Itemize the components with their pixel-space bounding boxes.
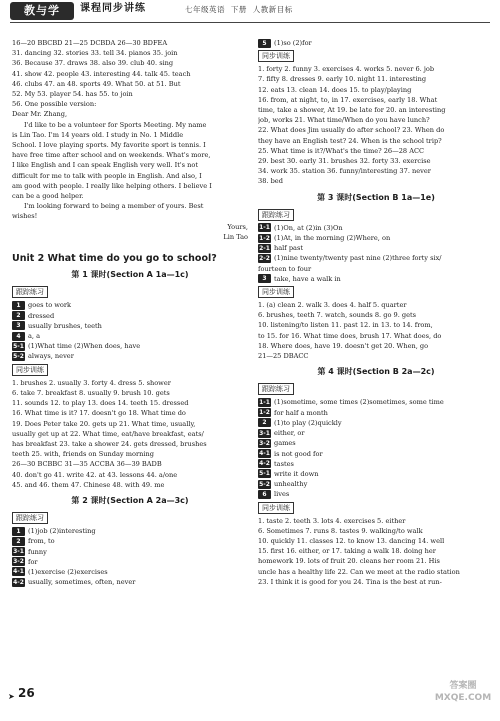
item-number-badge: 4-1 bbox=[13, 568, 24, 576]
list-item: 18. Where does, have 19. doesn't get 20. When, go bbox=[258, 341, 429, 350]
answer-text: usually brushes, teeth bbox=[28, 321, 102, 330]
list-item: 22. What does Jim usually do after school? 23. When do bbox=[258, 126, 445, 135]
answer-text: (1)so (2)for bbox=[274, 39, 312, 47]
list-item: 16. What time is it? 17. doesn't go 18. What time do bbox=[12, 409, 186, 418]
item-number-badge: 4 bbox=[12, 332, 25, 341]
list-item bbox=[258, 449, 494, 459]
list-item: difficult for me to talk with people in English. And also, I bbox=[12, 171, 202, 180]
answer-text: for half a month bbox=[274, 408, 328, 417]
answer-text: for bbox=[28, 557, 38, 566]
sync-training-1 bbox=[12, 378, 248, 490]
list-item: 6. take 7. breakfast 8. usually 9. brush 10. gets bbox=[12, 388, 170, 397]
follow-practice-1 bbox=[12, 300, 248, 361]
list-item bbox=[258, 479, 494, 489]
answer-text: (1)What time (2)When does, have bbox=[28, 342, 141, 351]
item-number-badge: 3 bbox=[258, 274, 271, 283]
follow-practice-tag: 跟踪练习 bbox=[258, 209, 294, 221]
item-number-badge: 1-1 bbox=[259, 224, 270, 232]
item-number-badge: 1 bbox=[12, 527, 25, 536]
follow-practice-2 bbox=[12, 526, 248, 587]
item-number-badge: 5-2 bbox=[13, 352, 24, 360]
list-item: I'd like to be a volunteer for Sports Meeting. My name bbox=[24, 120, 207, 129]
letter-sign-off: Yours, bbox=[227, 222, 248, 231]
follow-practice-3 bbox=[258, 223, 494, 284]
list-item bbox=[258, 253, 494, 263]
list-item: I like English and I can speak English very well. It's not bbox=[12, 161, 199, 170]
answer-text: a, a bbox=[28, 332, 41, 341]
list-item: 12. eats 13. clean 14. does 15. to play/playing bbox=[258, 85, 412, 94]
answer-text: (1)exercise (2)exercises bbox=[28, 567, 108, 576]
answer-text: (1)sometime, some times (2)sometimes, some time bbox=[274, 398, 444, 407]
list-item bbox=[258, 38, 494, 48]
list-item: 15. first 16. either, or 17. taking a walk 18. doing her bbox=[258, 547, 436, 556]
book-logo: 教与学 bbox=[10, 2, 74, 20]
sync-training-4 bbox=[258, 516, 494, 587]
lesson-3-title: 第 3 课时(Section B 1a—1e) bbox=[317, 192, 435, 202]
list-item: 10. listening/to listen 11. past 12. in 13. to 14. from, bbox=[258, 321, 433, 330]
item-number-badge: 4-1 bbox=[259, 450, 270, 457]
item-number-badge: 3-1 bbox=[259, 429, 270, 437]
list-item bbox=[258, 418, 494, 428]
watermark-url: MXQE.COM bbox=[434, 693, 492, 703]
item-number-badge: 2 bbox=[12, 311, 25, 320]
item-number-badge: 4-2 bbox=[13, 578, 24, 586]
list-item: 19. Does Peter take 20. gets up 21. What time, usually, bbox=[12, 419, 196, 428]
item-number-badge: 3 bbox=[12, 321, 25, 330]
item-number-badge: 2 bbox=[12, 537, 25, 546]
page-number: 26 bbox=[18, 686, 35, 700]
list-item bbox=[12, 300, 248, 310]
list-item: 6. brushes, teeth 7. watch, sounds 8. go 9. gets bbox=[258, 311, 417, 320]
list-item: 38. bed bbox=[258, 177, 283, 186]
list-item bbox=[12, 341, 248, 351]
answer-text: from, to bbox=[28, 537, 55, 546]
list-item bbox=[258, 264, 494, 274]
list-item bbox=[12, 567, 248, 577]
list-item bbox=[258, 233, 494, 243]
item-number-badge: 4-2 bbox=[259, 460, 270, 468]
left-column bbox=[12, 38, 248, 587]
answer-text: take, have a walk in bbox=[274, 274, 341, 283]
answer-text: (1)nine twenty/twenty past nine (2)three forty six/ bbox=[274, 254, 442, 263]
header-divider bbox=[10, 22, 490, 23]
list-item: 34. work 35. station 36. funny/interesting 37. never bbox=[258, 167, 431, 176]
list-item bbox=[12, 351, 248, 361]
item-number-badge: 6 bbox=[258, 490, 271, 499]
list-item: 7. fifty 8. dresses 9. early 10. night 11. interesting bbox=[258, 75, 427, 84]
sync-training-tag: 同步训练 bbox=[258, 286, 294, 298]
list-item: wishes! bbox=[12, 212, 38, 221]
item-number-badge: 1-2 bbox=[259, 234, 270, 242]
list-item: 21—25 DBACC bbox=[258, 352, 309, 361]
sync-training-2 bbox=[258, 64, 494, 186]
list-item: 41. show 42. people 43. interesting 44. talk 45. teach bbox=[12, 69, 191, 78]
answer-text: write it down bbox=[274, 469, 319, 478]
answer-text: tastes bbox=[274, 459, 294, 468]
list-item bbox=[12, 577, 248, 587]
page-arrow-icon: ➤ bbox=[8, 692, 15, 701]
right-column bbox=[258, 38, 494, 587]
answer-text: always, never bbox=[28, 352, 74, 361]
list-item bbox=[258, 459, 494, 469]
list-item: 29. best 30. early 31. brushes 32. forty 33. exercise bbox=[258, 157, 431, 166]
list-item: to 15. for 16. What time does, brush 17. What does, do bbox=[258, 331, 442, 340]
list-item bbox=[258, 243, 494, 253]
list-item bbox=[12, 321, 248, 331]
item-number-badge: 3-2 bbox=[13, 558, 24, 566]
item-number-badge: 5-2 bbox=[259, 480, 270, 488]
book-title: 课程同步讲练 bbox=[80, 3, 146, 14]
list-item bbox=[258, 489, 494, 499]
answers-block-top bbox=[12, 38, 248, 120]
list-item: 40. don't go 41. write 42. at 43. lessons 44. a/one bbox=[12, 470, 178, 479]
list-item: have free time after school and on weekends. What's more, bbox=[12, 151, 211, 160]
list-item: 16—20 BBCBD 21—25 DCBDA 26—30 BDFEA bbox=[12, 39, 168, 47]
list-item: job, works 21. What time/When do you have lunch? bbox=[258, 116, 430, 125]
list-item: 1. brushes 2. usually 3. forty 4. dress 5. shower bbox=[12, 378, 171, 387]
answer-text: usually, sometimes, often, never bbox=[28, 578, 136, 587]
answer-text: is not good for bbox=[274, 449, 323, 458]
list-item bbox=[258, 223, 494, 233]
item-number-badge: 3-1 bbox=[13, 548, 24, 556]
answer-text: either, or bbox=[274, 429, 305, 438]
lesson-4-title: 第 4 课时(Section B 2a—2c) bbox=[317, 367, 435, 377]
sync-training-tag: 同步训练 bbox=[258, 502, 294, 514]
list-item bbox=[12, 311, 248, 321]
answer-text: goes to work bbox=[28, 301, 72, 310]
list-item bbox=[12, 536, 248, 546]
list-item: I'm looking forward to being a member of yours. Best bbox=[24, 202, 204, 211]
lesson-1-title: 第 1 课时(Section A 1a—1c) bbox=[71, 270, 189, 280]
list-item: 36. Because 37. draws 38. also 39. club 40. sing bbox=[12, 59, 174, 68]
list-item bbox=[258, 469, 494, 479]
list-item: School. I love playing sports. My favorite sport is tennis. I bbox=[12, 141, 206, 150]
item-number-badge: 2 bbox=[258, 418, 271, 427]
letter-signature: Lin Tao bbox=[223, 232, 248, 241]
list-item bbox=[258, 408, 494, 418]
item-number-badge: 1-2 bbox=[259, 409, 270, 417]
list-item: teeth 25. with, friends on Sunday morning bbox=[12, 450, 154, 459]
list-item: can be a good helper. bbox=[12, 192, 84, 201]
list-item: 1. forty 2. funny 3. exercises 4. works 5. never 6. job bbox=[258, 65, 435, 74]
list-item: has breakfast 23. take a shower 24. gets dressed, brushes bbox=[12, 439, 207, 448]
list-item: uncle has a healthy life 22. Can we meet at the radio station bbox=[258, 567, 460, 576]
item-number-badge: 1 bbox=[12, 301, 25, 310]
answer-text: funny bbox=[28, 547, 47, 556]
book-subtitle: 七年级英语 下册 人教新目标 bbox=[185, 5, 293, 14]
list-item: usually get up at 22. What time, eat/have breakfast, eats/ bbox=[12, 429, 204, 438]
list-item: 46. clubs 47. an 48. sports 49. What 50. at 51. But bbox=[12, 79, 181, 88]
list-item: 11. sounds 12. to play 13. does 14. teeth 15. dressed bbox=[12, 399, 189, 408]
follow-practice-4 bbox=[258, 397, 494, 499]
follow-practice-tag: 跟踪练习 bbox=[12, 286, 48, 298]
answer-text: (1)At, in the morning (2)Where, on bbox=[274, 234, 391, 243]
follow-practice-tag: 跟踪练习 bbox=[12, 512, 48, 524]
item-number-badge: 5-1 bbox=[13, 342, 24, 350]
lesson-2-title: 第 2 课时(Section A 2a—3c) bbox=[71, 495, 189, 505]
list-item: homework 19. lots of fruit 20. cleans her room 21. His bbox=[258, 557, 440, 566]
answer-text: (1)to play (2)quickly bbox=[274, 418, 342, 427]
sample-letter bbox=[12, 120, 248, 222]
watermark-text: 答案圈 bbox=[449, 681, 477, 691]
sync-training-tag: 同步训练 bbox=[12, 364, 48, 376]
list-item: 6. Sometimes 7. runs 8. tastes 9. walking/to walk bbox=[258, 526, 423, 535]
list-item: 25. What time is it?/What's the time? 26—28 ACC bbox=[258, 146, 425, 155]
list-item: Dear Mr. Zhang, bbox=[12, 110, 68, 119]
list-item: time, take a shower, At 19. be late for 20. an interesting bbox=[258, 106, 446, 115]
list-item bbox=[258, 428, 494, 438]
item-number-badge: 2-2 bbox=[259, 254, 270, 262]
list-item: 56. One possible version: bbox=[12, 100, 97, 109]
list-item bbox=[258, 397, 494, 407]
answer-text: (1)job (2)interesting bbox=[28, 527, 96, 536]
sync-training-tag: 同步训练 bbox=[258, 50, 294, 62]
answer-text: dressed bbox=[28, 311, 55, 320]
item-number-badge: 1-1 bbox=[259, 398, 270, 406]
sync-training-3 bbox=[258, 300, 494, 361]
list-item bbox=[12, 331, 248, 341]
answer-text: games bbox=[274, 439, 296, 448]
answer-text: fourteen to four bbox=[258, 264, 312, 273]
answer-text: (1)On, at (2)in (3)On bbox=[274, 223, 343, 232]
list-item: 26—30 BCBBC 31—35 ACCBA 36—39 BADB bbox=[12, 460, 162, 469]
answer-text: lives bbox=[274, 490, 290, 499]
answer-text: half past bbox=[274, 244, 304, 253]
answer-text: unhealthy bbox=[274, 480, 308, 489]
list-item: 16. from, at night, to, in 17. exercises, early 18. What bbox=[258, 95, 438, 104]
list-item: 23. I think it is good for you 24. Tina is the best at run- bbox=[258, 577, 442, 586]
list-item bbox=[12, 557, 248, 567]
list-item: 1. taste 2. teeth 3. lots 4. exercises 5. either bbox=[258, 516, 406, 525]
list-item: 1. (a) clean 2. walk 3. does 4. half 5. quarter bbox=[258, 301, 407, 310]
list-item: 10. quickly 11. classes 12. to know 13. dancing 14. well bbox=[258, 536, 445, 545]
item-number-badge: 2-1 bbox=[259, 244, 270, 252]
page-header bbox=[0, 0, 500, 22]
list-item: 31. dancing 32. stories 33. tell 34. pianos 35. join bbox=[12, 49, 178, 58]
list-item bbox=[12, 526, 248, 536]
unit-title: Unit 2 What time do you go to school? bbox=[12, 253, 217, 265]
list-item: 52. My 53. player 54. has 55. to join bbox=[12, 90, 133, 99]
item-number-badge: 5 bbox=[258, 39, 271, 48]
list-item: they have an English test? 24. When is the school trip? bbox=[258, 136, 442, 145]
list-item bbox=[258, 438, 494, 448]
list-item: am good with people. I really like helping others. I believe I bbox=[12, 181, 212, 190]
list-item: is Lin Tao. I'm 14 years old. I study in No. 1 Middle bbox=[12, 130, 184, 139]
list-item bbox=[258, 274, 494, 284]
item-number-badge: 3-2 bbox=[259, 439, 270, 447]
list-item: 45. and 46. them 47. Chinese 48. with 49. me bbox=[12, 480, 165, 489]
list-item bbox=[12, 547, 248, 557]
item-number-badge: 5-1 bbox=[259, 470, 270, 478]
follow-practice-tag: 跟踪练习 bbox=[258, 383, 294, 395]
watermark bbox=[432, 680, 494, 716]
